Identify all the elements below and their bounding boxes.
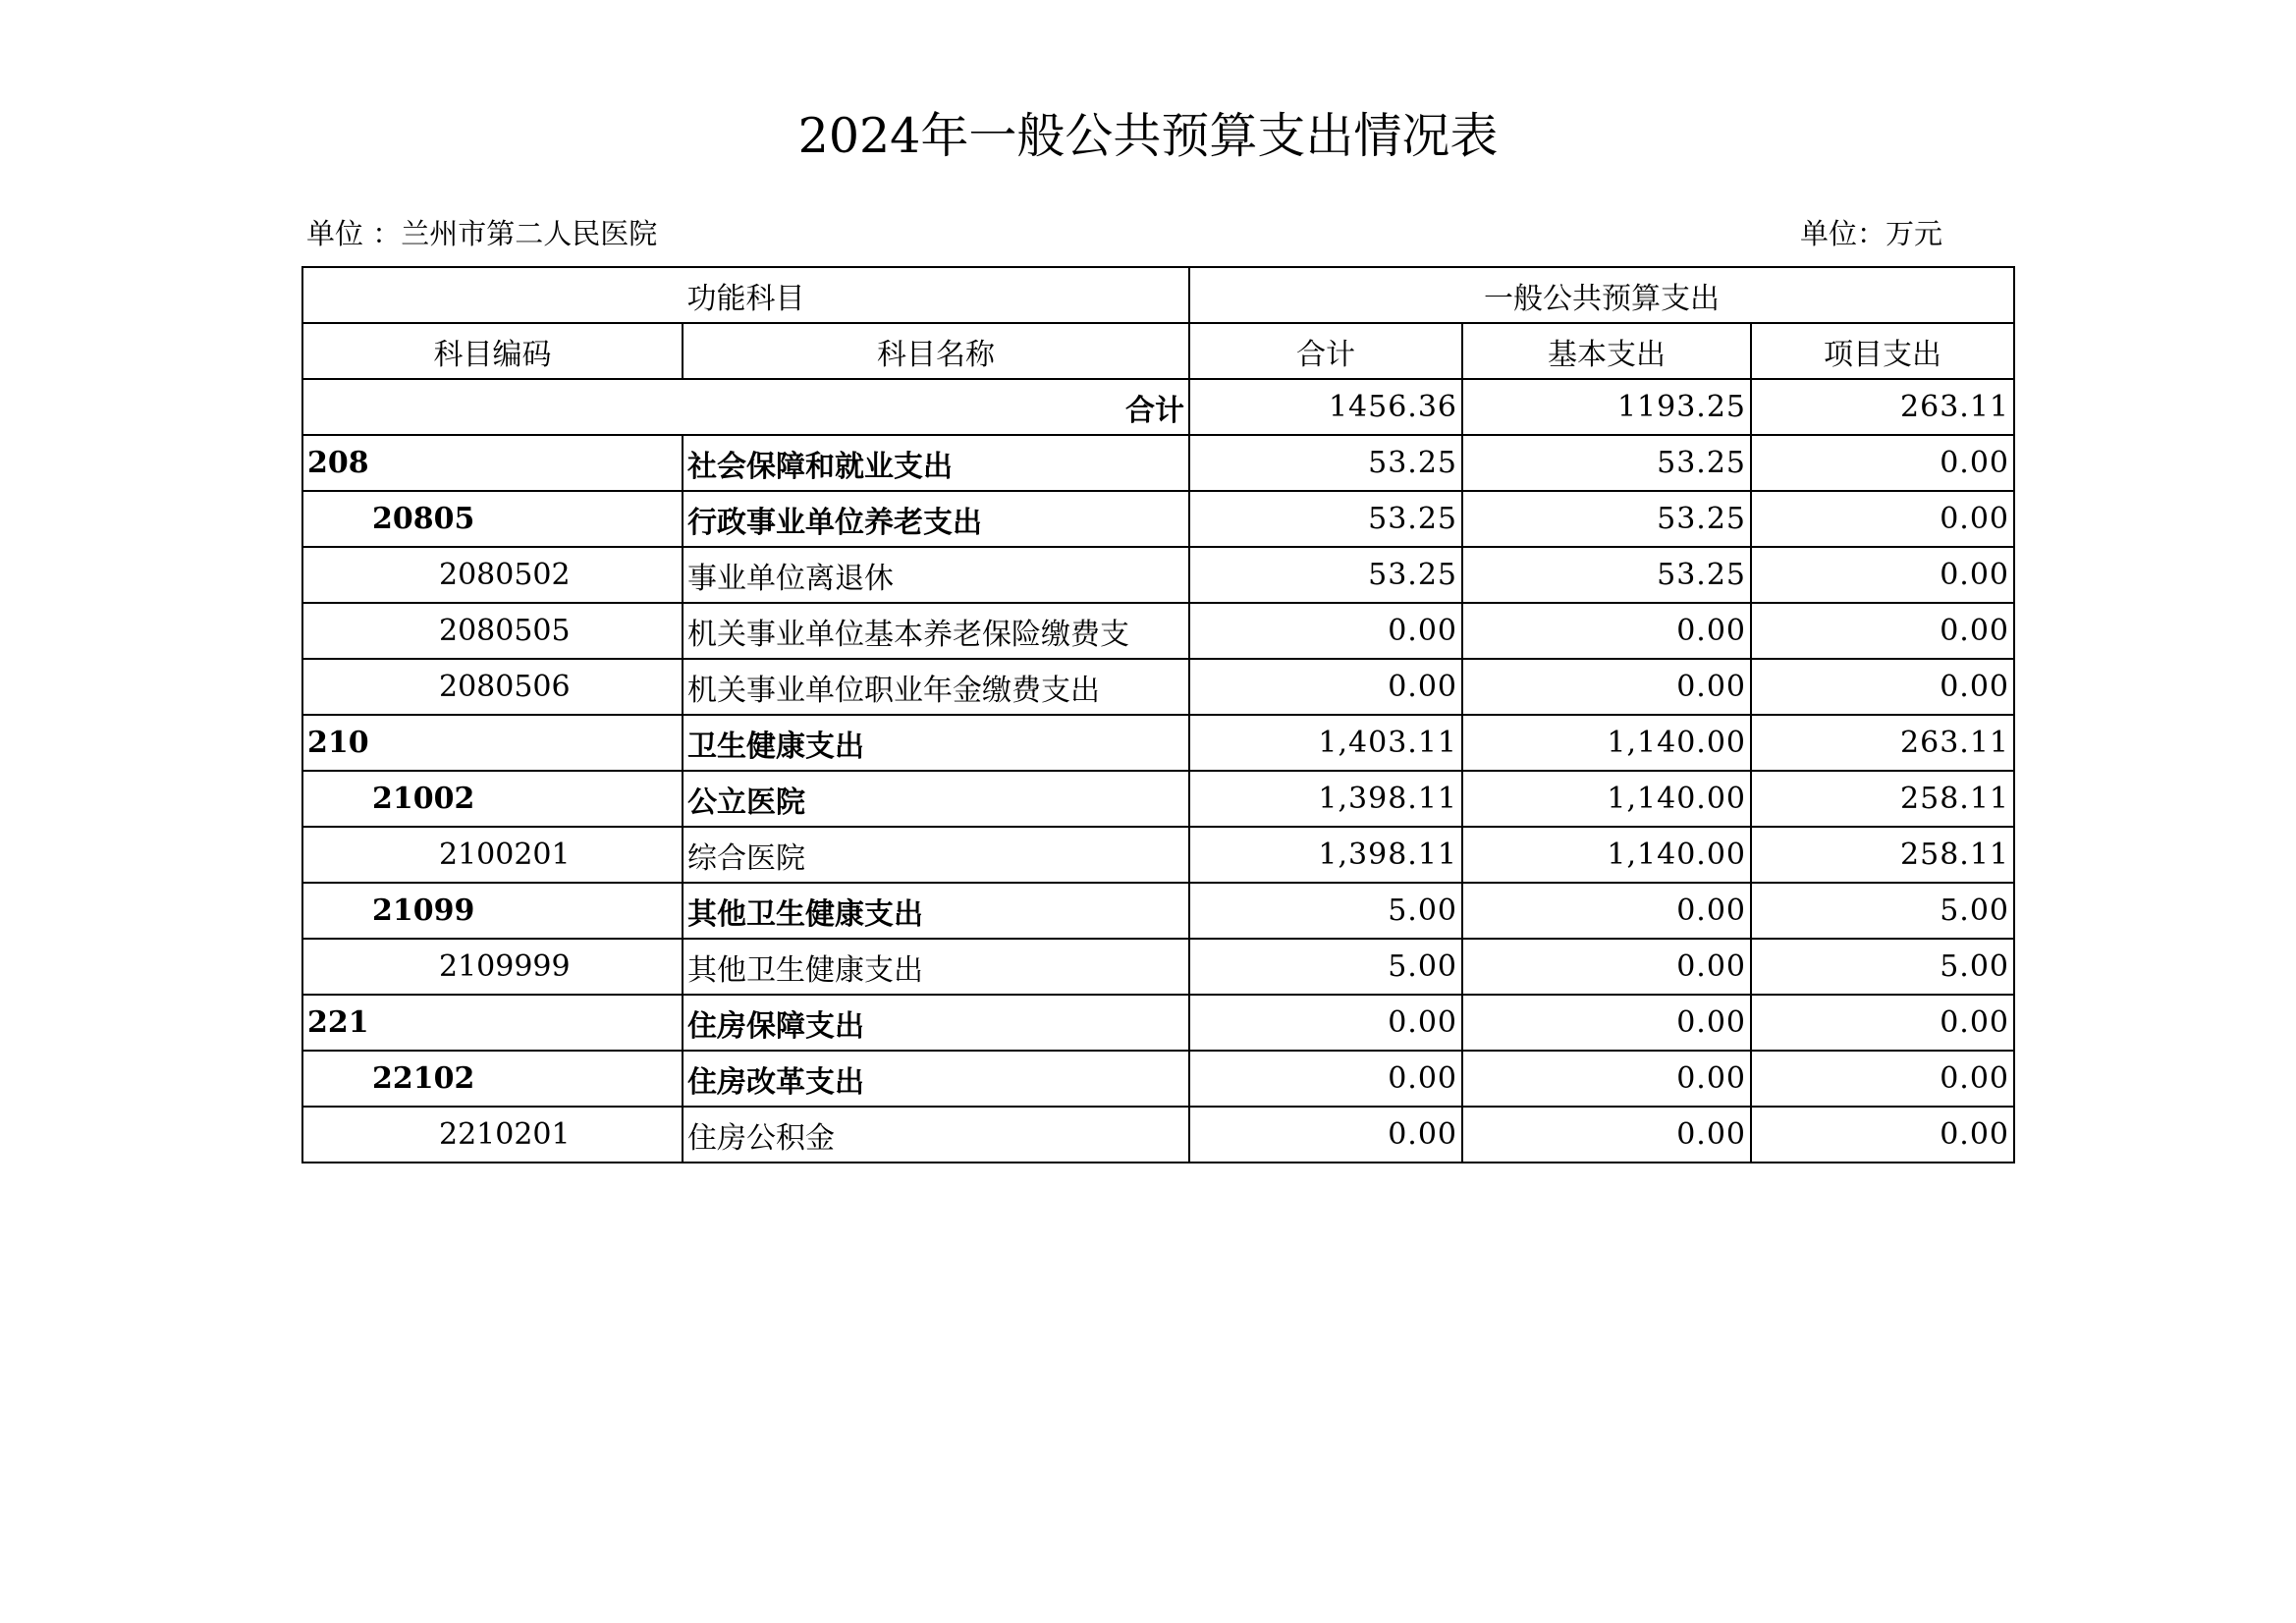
table-row <box>302 435 2014 491</box>
cell-code: 20805 <box>302 491 683 547</box>
cell-project: 258.11 <box>1751 771 2014 827</box>
cell-code: 2080502 <box>302 547 683 603</box>
table-row <box>302 1107 2014 1163</box>
cell-total: 0.00 <box>1189 659 1462 715</box>
cell-total: 53.25 <box>1189 491 1462 547</box>
cell-code: 210 <box>302 715 683 771</box>
table-row <box>302 771 2014 827</box>
cell-project: 0.00 <box>1751 435 2014 491</box>
header-code: 科目编码 <box>302 323 683 379</box>
cell-basic: 1,140.00 <box>1462 771 1751 827</box>
cell-basic: 53.25 <box>1462 491 1751 547</box>
cell-code: 221 <box>302 995 683 1051</box>
cell-code: 2100201 <box>302 827 683 883</box>
cell-project: 0.00 <box>1751 1051 2014 1107</box>
cell-code: 22102 <box>302 1051 683 1107</box>
cell-project: 0.00 <box>1751 603 2014 659</box>
cell-code: 21002 <box>302 771 683 827</box>
table-row <box>302 827 2014 883</box>
cell-code: 208 <box>302 435 683 491</box>
total-label: 合计 <box>302 379 1189 435</box>
cell-basic: 0.00 <box>1462 883 1751 939</box>
cell-name: 住房改革支出 <box>683 1051 1189 1107</box>
table-row <box>302 491 2014 547</box>
cell-total: 53.25 <box>1189 435 1462 491</box>
table-row <box>302 995 2014 1051</box>
cell-project: 0.00 <box>1751 659 2014 715</box>
table-row <box>302 715 2014 771</box>
cell-name: 机关事业单位职业年金缴费支出 <box>683 659 1189 715</box>
cell-name: 事业单位离退休 <box>683 547 1189 603</box>
cell-basic: 0.00 <box>1462 1107 1751 1163</box>
total-project: 263.11 <box>1751 379 2014 435</box>
total-amount: 1456.36 <box>1189 379 1462 435</box>
cell-total: 5.00 <box>1189 939 1462 995</box>
cell-basic: 0.00 <box>1462 995 1751 1051</box>
cell-basic: 0.00 <box>1462 939 1751 995</box>
header-name: 科目名称 <box>683 323 1189 379</box>
unit-currency: 单位：万元 <box>1799 217 1942 250</box>
cell-project: 5.00 <box>1751 883 2014 939</box>
cell-total: 0.00 <box>1189 1051 1462 1107</box>
cell-project: 5.00 <box>1751 939 2014 995</box>
cell-project: 0.00 <box>1751 491 2014 547</box>
cell-basic: 0.00 <box>1462 659 1751 715</box>
table-row <box>302 939 2014 995</box>
cell-project: 263.11 <box>1751 715 2014 771</box>
cell-total: 1,398.11 <box>1189 827 1462 883</box>
header-expense-group: 一般公共预算支出 <box>1189 267 2014 323</box>
cell-total: 1,403.11 <box>1189 715 1462 771</box>
cell-project: 0.00 <box>1751 995 2014 1051</box>
cell-project: 258.11 <box>1751 827 2014 883</box>
cell-total: 1,398.11 <box>1189 771 1462 827</box>
cell-total: 53.25 <box>1189 547 1462 603</box>
cell-project: 0.00 <box>1751 547 2014 603</box>
budget-table <box>301 266 2015 1163</box>
cell-basic: 53.25 <box>1462 547 1751 603</box>
cell-total: 0.00 <box>1189 603 1462 659</box>
cell-code: 2210201 <box>302 1107 683 1163</box>
table-row <box>302 547 2014 603</box>
cell-code: 21099 <box>302 883 683 939</box>
unit-organization: 单位 ：兰州市第二人民医院 <box>306 217 658 250</box>
cell-code: 2109999 <box>302 939 683 995</box>
table-row <box>302 659 2014 715</box>
cell-name: 住房公积金 <box>683 1107 1189 1163</box>
total-row <box>302 379 2014 435</box>
header-column-row <box>302 323 2014 379</box>
cell-name: 其他卫生健康支出 <box>683 883 1189 939</box>
cell-basic: 1,140.00 <box>1462 827 1751 883</box>
cell-total: 5.00 <box>1189 883 1462 939</box>
cell-basic: 53.25 <box>1462 435 1751 491</box>
table-row <box>302 603 2014 659</box>
cell-name: 卫生健康支出 <box>683 715 1189 771</box>
cell-name: 机关事业单位基本养老保险缴费支 <box>683 603 1189 659</box>
cell-name: 行政事业单位养老支出 <box>683 491 1189 547</box>
cell-basic: 0.00 <box>1462 603 1751 659</box>
total-basic: 1193.25 <box>1462 379 1751 435</box>
table-row <box>302 883 2014 939</box>
cell-name: 社会保障和就业支出 <box>683 435 1189 491</box>
cell-total: 0.00 <box>1189 1107 1462 1163</box>
header-basic: 基本支出 <box>1462 323 1751 379</box>
header-function-group: 功能科目 <box>302 267 1189 323</box>
cell-name: 其他卫生健康支出 <box>683 939 1189 995</box>
cell-name: 住房保障支出 <box>683 995 1189 1051</box>
table-row <box>302 1051 2014 1107</box>
cell-basic: 0.00 <box>1462 1051 1751 1107</box>
cell-name: 公立医院 <box>683 771 1189 827</box>
cell-total: 0.00 <box>1189 995 1462 1051</box>
header-project: 项目支出 <box>1751 323 2014 379</box>
cell-code: 2080505 <box>302 603 683 659</box>
cell-name: 综合医院 <box>683 827 1189 883</box>
cell-project: 0.00 <box>1751 1107 2014 1163</box>
header-total: 合计 <box>1189 323 1462 379</box>
cell-code: 2080506 <box>302 659 683 715</box>
cell-basic: 1,140.00 <box>1462 715 1751 771</box>
header-group-row <box>302 267 2014 323</box>
page-title: 2024年一般公共预算支出情况表 <box>797 108 1499 164</box>
